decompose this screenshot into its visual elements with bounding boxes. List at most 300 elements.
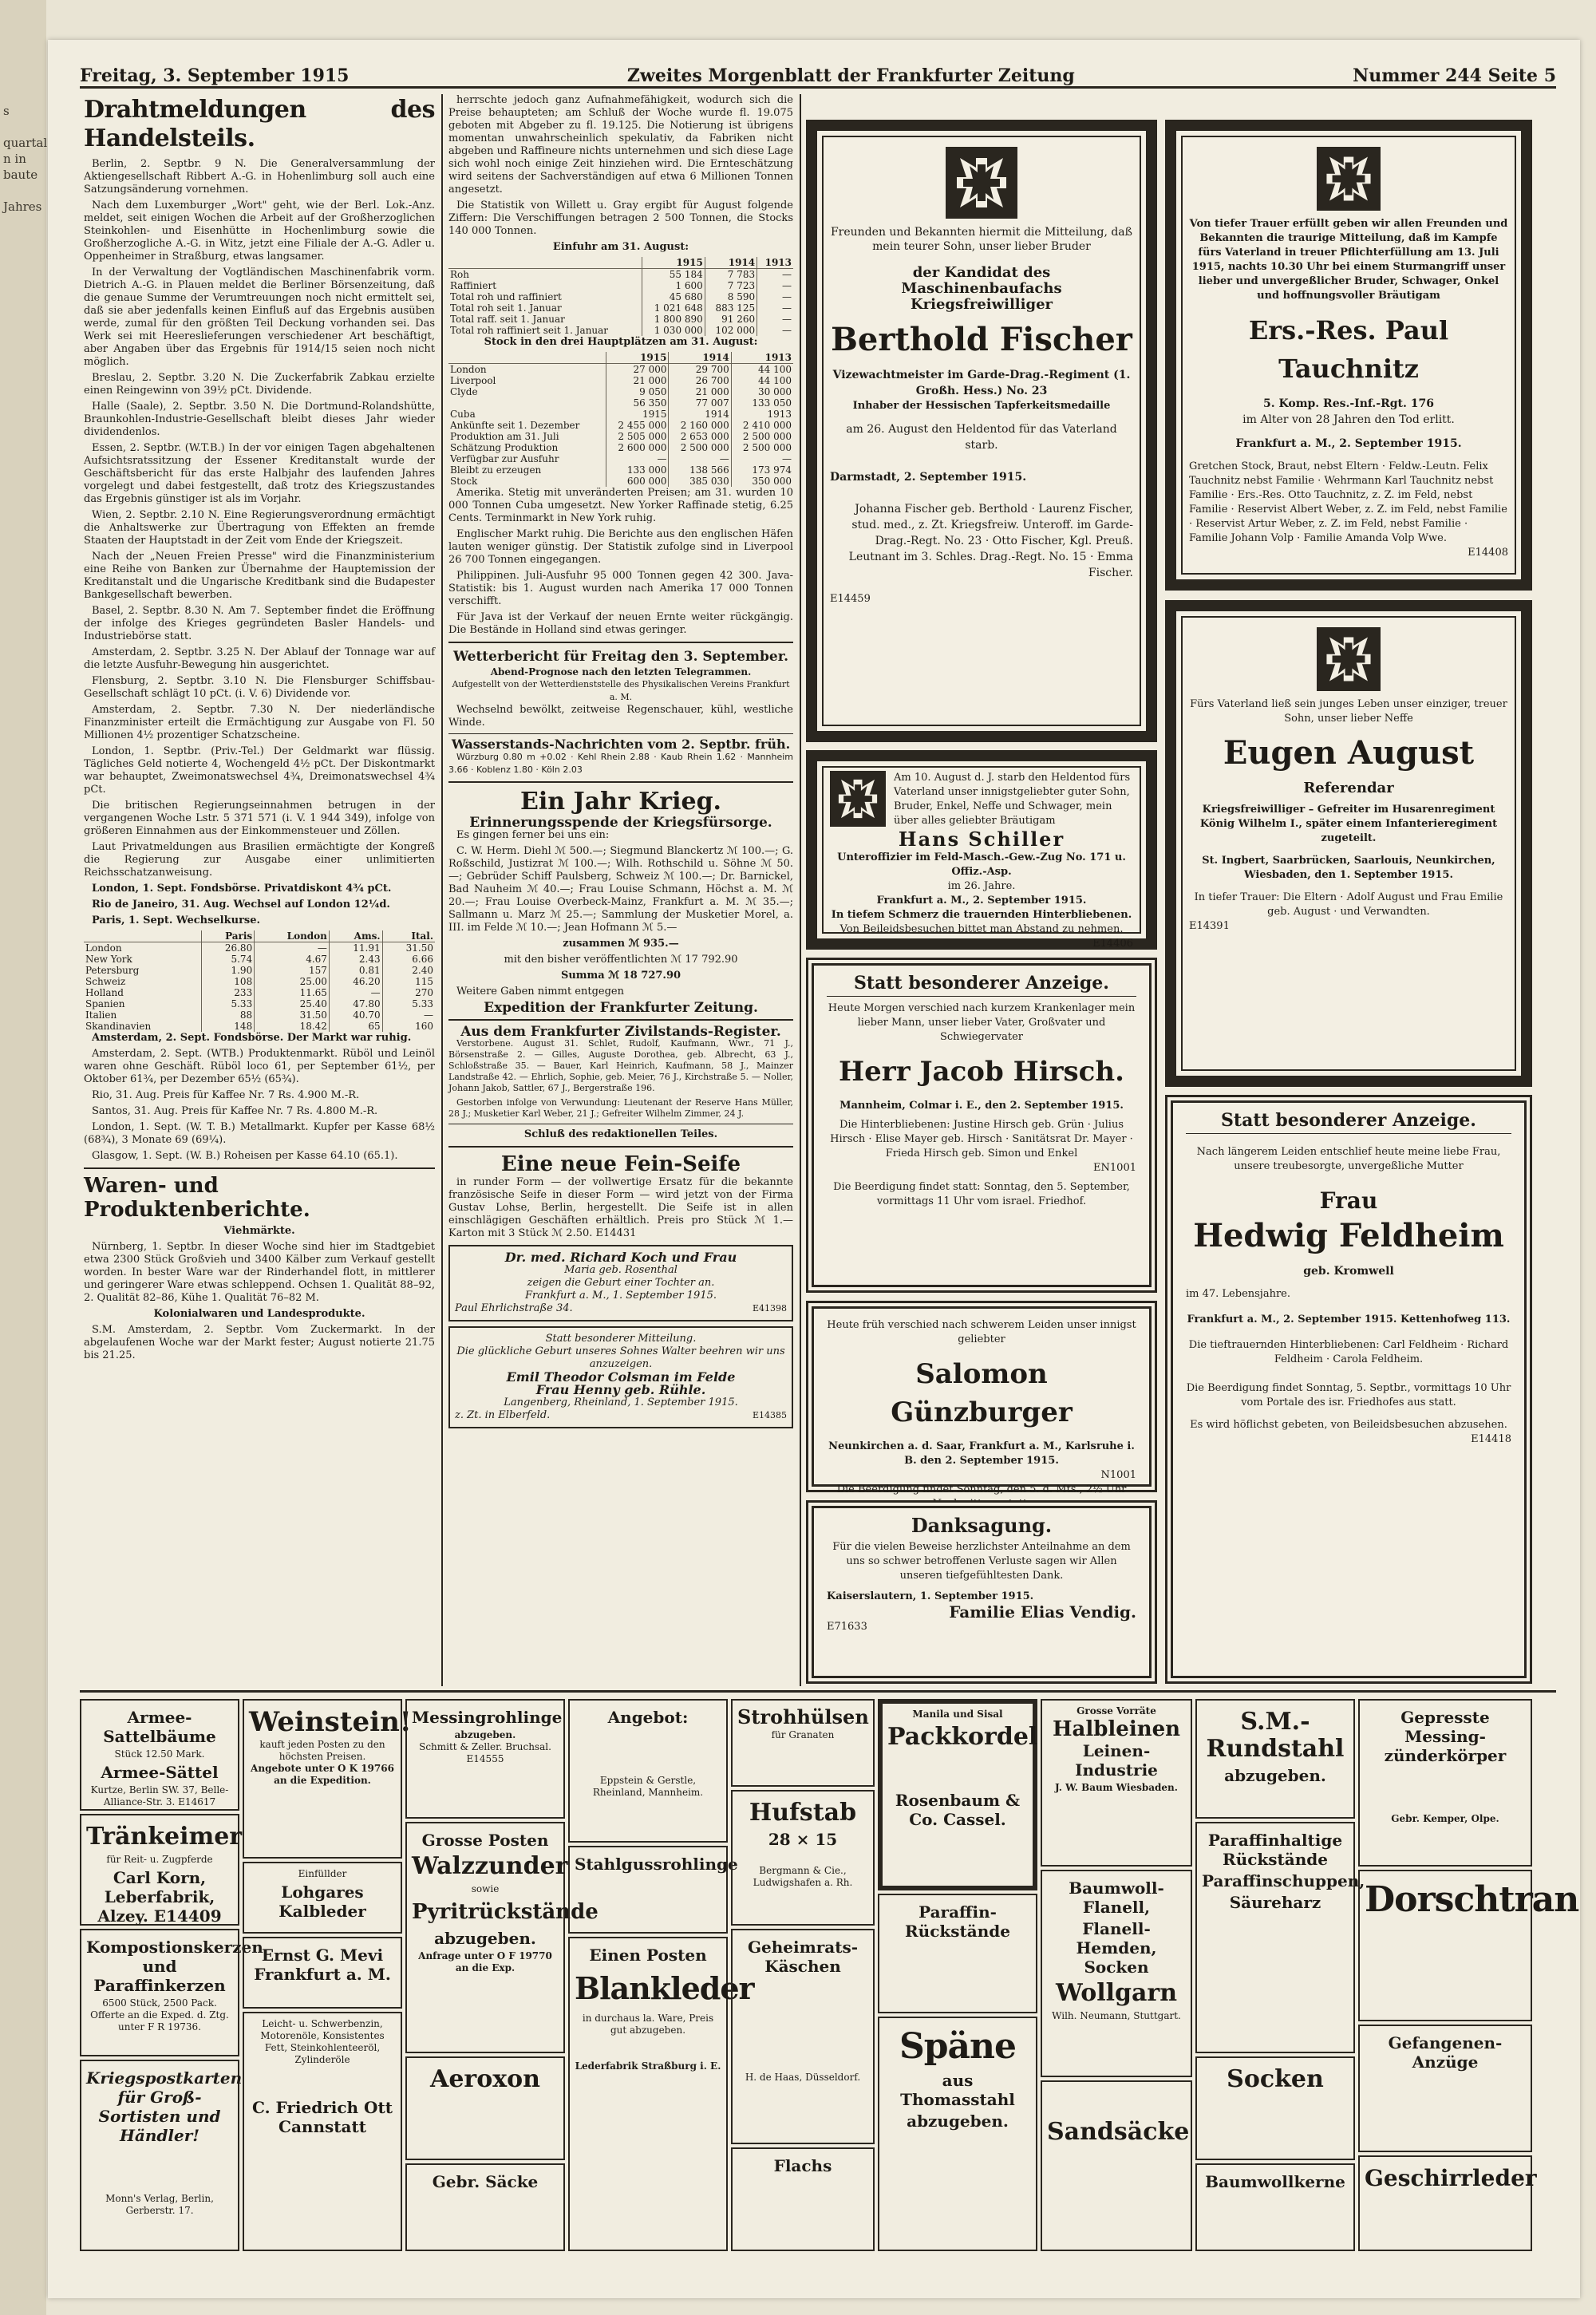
article-paragraph: Die britischen Regierungseinnahmen betrugen in der vergangenen Woche Lstr. 5 371 571 (i. V. 1 944 349), infolge von größeren Einnahmen aus der Einkommensteuer und Zöllen. — [84, 800, 435, 837]
table-cell: 1913 — [767, 409, 792, 420]
table-cell: 31.50 — [405, 942, 433, 954]
market-line: London, 1. Sept. Fondsbörse. Privatdiskont 4¾ pCt. — [92, 883, 392, 895]
ad-title: S.M.-Rundstahl — [1206, 1708, 1345, 1763]
table-cell: 233 — [201, 987, 255, 998]
table-row — [448, 280, 793, 291]
column-rule — [800, 94, 801, 1686]
table-cell: 1914 — [669, 352, 731, 364]
notice-intro: Heute Morgen verschied nach kurzem Krankenlager mein lieber Mann, unser lieber Vater, Großvater und Schwiegervater — [828, 1002, 1136, 1043]
colsman-line: Die glückliche Geburt unseres Sohnes Walter beehren wir uns anzuzeigen. — [456, 1345, 785, 1370]
ad-text: Eppstein & Gerstle, Rheinland, Mannheim. — [592, 1775, 704, 1798]
ad-messingrohlinge — [405, 1699, 565, 1819]
ad-text: kauft jeden Posten zu den höchsten Preisen. — [259, 1739, 385, 1762]
ad-text: Leicht- u. Schwerbenzin, Motorenöle, Konsistentes Fett, Steinkohlenteeröl, Zylinderöle — [260, 2018, 385, 2065]
table-cell: 2 500 000 — [742, 431, 792, 442]
table-cell: 2 410 000 — [742, 420, 792, 431]
ad-title: Lohgares Kalbleder — [279, 1882, 366, 1921]
table-cell: 1914 — [705, 257, 757, 269]
ad-text: sowie — [471, 1883, 500, 1894]
ad-flanell — [1041, 1870, 1192, 2077]
notice-signatures: Familie Elias Vendig. — [949, 1602, 1136, 1622]
table-cell: 1 021 648 — [642, 302, 705, 314]
sugar-stock-table — [448, 352, 793, 487]
notice-place: Mannheim, Colmar i. E., den 2. September 1915. — [839, 1100, 1124, 1112]
table-row — [84, 930, 435, 942]
column-rule — [441, 94, 443, 1686]
table-cell: 26.80 — [201, 942, 255, 954]
table-cell: 600 000 — [606, 476, 669, 487]
iron-cross-icon — [830, 771, 886, 827]
notice-place: Frankfurt a. M., 2. September 1915. — [876, 895, 1087, 907]
ad-text: Lederfabrik Straßburg i. E. — [575, 2060, 721, 2072]
ad-text: abzugeben. — [907, 2112, 1009, 2131]
ad-text: Schmitt & Zeller. Bruchsal. E14555 — [419, 1741, 551, 1764]
expedition-line: Expedition der Frankfurter Zeitung. — [484, 1000, 758, 1016]
ad-code: N1001 — [1100, 1469, 1136, 1481]
article-paragraph: Nach der „Neuen Freien Presse" wird die Finanzministerium eine Reihe von Banken zur Übernahme der Hauptemission der Kreditanstalt und die Ungarische Kreditbank sind die Budapester Bankgesellschaft bewerben. — [84, 551, 435, 601]
table-cell: 2 455 000 — [606, 420, 669, 431]
ad-text: J. W. Baum Wiesbaden. — [1055, 1782, 1178, 1793]
notice-unit: Unteroffizier im Feld-Masch.-Gew.-Zug No. 171 u. Offiz.-Asp. — [837, 851, 1126, 878]
ad-title: Blankleder — [575, 1970, 754, 2006]
article-paragraph: Flensburg, 2. Septbr. 3.10 N. Die Flensburger Schiffsbau-Gesellschaft schlägt 10 pCt. (i. V. 6) Dividende vor. — [84, 675, 435, 700]
ad-code: EN1001 — [1093, 1162, 1136, 1174]
notice-note: Es wird höflichst gebeten, von Beileidsbesuchen abzusehen. — [1190, 1419, 1507, 1431]
ad-walzzunder — [405, 1822, 598, 2053]
notice-note: Die Beerdigung findet Sonntag, den 5. d. Mts., 2½ Uhr — [836, 1483, 1127, 1495]
table-cell: 21 000 — [606, 375, 669, 386]
ad-title: Kriegspostkarten für Groß-Sortisten und Händler! — [86, 2068, 243, 2145]
table-cell: 55 184 — [642, 269, 705, 281]
ad-text: abzugeben. — [1224, 1766, 1326, 1785]
ad-title: Baumwollkerne — [1205, 2172, 1345, 2191]
table-cell: Roh — [448, 269, 642, 281]
notice-name: Herr Jacob Hirsch. — [839, 1056, 1124, 1088]
table-cell: 2 500 000 — [669, 442, 731, 453]
article-paragraph: Amsterdam, 2. Septbr. 7.30 N. Der niederländische Finanzminister erteilt die Ermächtigung zur Ausgabe von Fl. 50 Millionen 4½ prozentiger Schatzscheine. — [84, 704, 435, 741]
table-row — [448, 476, 793, 487]
article-paragraph: Breslau, 2. Septbr. 3.20 N. Die Zuckerfabrik Zabkau erzielte einen Reingewinn von 39½ pCt. Dividende. — [84, 372, 435, 397]
ad-title: Pyritrückstände — [412, 1900, 598, 1924]
article-paragraph: Amsterdam, 2. Sept. (WTB.) Produktenmarkt. Rüböl und Leinöl waren ohne Geschäft. Rüböl loco 61, per September 61½, per Oktober 61¾, per Dezember 65½ (65¾). — [84, 1048, 435, 1085]
ad-rundstahl — [1195, 1699, 1355, 1819]
subheading: Viehmärkte. — [223, 1225, 295, 1237]
ad-kaeschen — [731, 1929, 875, 2144]
table-cell: 30 000 — [758, 386, 792, 397]
thanks-notice-vendig — [806, 1500, 1157, 1684]
ad-spaene — [878, 2017, 1037, 2251]
notice-born: geb. Kromwell — [1303, 1265, 1394, 1278]
masthead — [80, 57, 1556, 89]
ad-text: abzugeben. — [434, 1929, 536, 1948]
table-cell: 270 — [415, 987, 433, 998]
ad-code: E14391 — [1189, 920, 1230, 932]
notice-rank: Vizewachtmeister im Garde-Drag.-Regiment (1. Großh. Hess.) No. 23 — [832, 369, 1131, 397]
koch-line: Maria geb. Rosenthal — [564, 1264, 678, 1276]
ad-title: Stahlgussrohlinge — [575, 1855, 738, 1874]
death-notice-fischer — [806, 120, 1157, 742]
table-cell: Ital. — [382, 930, 435, 942]
section-heading: Waren- und Produktenberichte. — [84, 1174, 310, 1222]
notice-name: Hedwig Feldheim — [1193, 1217, 1504, 1254]
market-line: Amsterdam, 2. Sept. Fondsbörse. Der Markt war ruhig. — [92, 1032, 412, 1044]
birth-notice-koch — [448, 1245, 793, 1321]
ad-flachs — [731, 2147, 875, 2251]
table-cell: 173 974 — [752, 464, 792, 476]
table-cell: Ankünfte seit 1. Dezember — [448, 420, 606, 431]
ad-text: 28 × 15 — [768, 1830, 838, 1849]
ad-text: Rosenbaum & Co. Cassel. — [895, 1791, 1021, 1829]
table-cell: 40.70 — [329, 1009, 382, 1021]
weather-source: Aufgestellt von der Wetterdienststelle des Physikalischen Vereins Frankfurt a. M. — [452, 679, 790, 702]
table-cell: 44 100 — [758, 375, 792, 386]
koch-line: Dr. med. Richard Koch und Frau — [504, 1250, 737, 1265]
ad-title: Walzzunder — [412, 1852, 568, 1880]
ad-text: in durchaus la. Ware, Preis gut abzugeben. — [582, 2013, 714, 2036]
koch-line: Paul Ehrlichstraße 34. — [455, 1302, 573, 1314]
article-paragraph: In der Verwaltung der Vogtländischen Maschinenfabrik vorm. Dietrich A.-G. in Plauen meldet die Berliner Börsenzeitung, daß die genaue Summe der Verumtreuungen noch nicht ermittelt sei, daß sie aber jedenfalls keinen Einfluß auf das Ergebnis ausüben werde, zumal für den größten Teil Deckung vorhanden sei. Das Werk sei mit Heereslieferungen verschiedener Art beschäftigt, aber Angaben über das Ergebnis für 1914/15 seien noch nicht möglich. — [84, 267, 435, 368]
ad-text: Wilh. Neumann, Stuttgart. — [1052, 2010, 1181, 2021]
table-row — [448, 442, 793, 453]
table-cell: 350 000 — [752, 476, 792, 487]
table-cell: Total roh seit 1. Januar — [448, 302, 642, 314]
ad-text: abzugeben. — [454, 1729, 516, 1740]
table-cell: Spanien — [84, 998, 201, 1009]
ad-title: Paraffin-Rückstände — [905, 1902, 1010, 1941]
table-cell: 108 — [201, 976, 255, 987]
table-cell: — — [782, 325, 792, 336]
table-cell: 11.91 — [329, 942, 382, 954]
registry-text: Verstorbene. August 31. Schlet, Rudolf, Kaufmann, Wwr., 71 J., Börsenstraße 2. — Gilles, Auguste Dorothea, geb. Albrecht, 63 J., Schloßstraße 35. — Bauer, Karl Heinrich, Kaufmann, 58 J., Mainzer Landstraße 42. — Ehrlich, Sophie, geb. Meier, 76 J., Kirchstraße 5. — Noller, Johann Jakob, Sattler, 67 J., Bergerstraße 196. — [448, 1038, 793, 1093]
table-cell: 102 000 — [705, 325, 757, 336]
table-row — [448, 325, 793, 336]
death-notice-feldheim — [1165, 1095, 1532, 1684]
registry-text: Gestorben infolge von Verwundung: Lieutenant der Reserve Hans Müller, 28 J.; Musketier Karl Weber, 21 J.; Gefreiter Wilhelm Zimmer, 24 J. — [448, 1097, 793, 1119]
ad-baumwollkerne — [1195, 2163, 1355, 2251]
table-cell: 4.67 — [255, 954, 330, 965]
ad-title: Gebr. Säcke — [432, 2172, 539, 2191]
notice-age: im Alter von 28 Jahren den Tod erlitt. — [1242, 413, 1455, 426]
table-cell: Paris — [201, 930, 255, 942]
article-paragraph: Basel, 2. Septbr. 8.30 N. Am 7. September findet die Eröffnung der infolge des Krieges gegründeten Basler Handels- und Industriebörse statt. — [84, 605, 435, 642]
table-cell: 25.40 — [255, 998, 330, 1009]
notice-place: Neunkirchen a. d. Saar, Frankfurt a. M., Karlsruhe i. B. den 2. September 1915. — [828, 1440, 1135, 1467]
table-cell: 148 — [201, 1021, 255, 1032]
table-cell: Total raff. seit 1. Januar — [448, 314, 642, 325]
divider — [448, 1146, 793, 1148]
table-row — [448, 302, 793, 314]
table-row — [448, 420, 793, 431]
ad-text: Manila und Sisal — [912, 1709, 1003, 1720]
notice-signatures: In tiefer Trauer: Die Eltern · Adolf August und Frau Emilie geb. August · und Verwandten. — [1194, 891, 1503, 918]
ad-code: E71633 — [827, 1621, 867, 1633]
table-row — [448, 269, 793, 281]
table-cell: 0.81 — [329, 965, 382, 976]
ad-code: E41398 — [752, 1303, 787, 1314]
table-row — [448, 364, 793, 376]
ad-text: für Reit- u. Zugpferde — [106, 1854, 213, 1865]
divider — [448, 1019, 793, 1021]
table-cell: — — [669, 453, 731, 464]
notice-intro: Freunden und Bekannten hiermit die Mitteilung, daß mein teurer Sohn, unser lieber Bruder — [830, 226, 1133, 253]
notice-age: im 47. Lebensjahre. — [1186, 1288, 1291, 1300]
ad-kerzen — [80, 1929, 263, 2056]
notice-name: Ers.-Res. Paul Tauchnitz — [1248, 315, 1449, 384]
table-cell: 385 030 — [669, 476, 731, 487]
table-cell: 27 000 — [606, 364, 669, 376]
notice-head: Danksagung. — [911, 1514, 1053, 1537]
ad-title: Weinstein! — [249, 1706, 412, 1738]
ad-text: Paraffinschuppen, — [1202, 1871, 1365, 1890]
notice-note: Von Beileidsbesuchen bittet man Abstand zu nehmen. — [839, 923, 1124, 935]
table-cell: Clyde — [448, 386, 606, 397]
notice-place: Frankfurt a. M., 2. September 1915. — [1235, 437, 1462, 450]
table-row — [448, 431, 793, 442]
edge-fragment: Jahres — [3, 200, 42, 214]
ad-geschirrleder — [1358, 2155, 1537, 2251]
notice-unit: Kriegsfreiwilliger – Gefreiter im Husarenregiment König Wilhelm I., später einem Infanterieregiment zugeteilt. — [1199, 804, 1498, 844]
notice-unit: 5. Komp. Res.-Inf.-Rgt. 176 — [1263, 397, 1434, 410]
table-cell: — — [782, 314, 792, 325]
exchange-table — [84, 930, 435, 1032]
ad-title: Strohhülsen — [737, 1705, 869, 1728]
table-cell: 18.42 — [255, 1021, 330, 1032]
ad-paraffin — [878, 1894, 1037, 2013]
ad-halbleinen — [1041, 1699, 1192, 1867]
koch-line: Frankfurt a. M., 1. September 1915. — [525, 1290, 717, 1302]
ad-text: aus Thomasstahl — [900, 2071, 1015, 2109]
table-cell: 77 007 — [669, 397, 731, 409]
ad-title: Socken — [1227, 2065, 1324, 2093]
ad-blankleder — [568, 1937, 754, 2251]
table-cell: 5.33 — [412, 998, 433, 1009]
notice-age: im 26. Jahre. — [947, 880, 1016, 892]
ad-kriegspostkarten — [80, 2060, 243, 2251]
koch-footer — [455, 1302, 787, 1315]
ad-text: Kurtze, Berlin SW. 37, Belle-Alliance-Str. 3. E14617 — [90, 1784, 229, 1807]
ad-title: Gefangenen-Anzüge — [1388, 2033, 1503, 2072]
table-cell: 88 — [201, 1009, 255, 1021]
market-line: Rio de Janeiro, 31. Aug. Wechsel auf London 12¼d. — [92, 899, 390, 911]
table-cell: Produktion am 31. Juli — [448, 431, 606, 442]
table-cell: 44 100 — [758, 364, 792, 375]
colsman-line: Langenberg, Rheinland, 1. September 1915. — [504, 1397, 738, 1408]
ad-oele — [243, 2012, 402, 2251]
ad-title: Angebot: — [607, 1708, 689, 1727]
ad-text: Angebote unter O K 19766 an die Expedition. — [251, 1763, 394, 1786]
table-cell: 883 125 — [705, 302, 757, 314]
table-cell: Holland — [84, 987, 201, 998]
column-commerce-telegrams — [84, 94, 435, 1682]
article-paragraph: Glasgow, 1. Sept. (W. B.) Roheisen per Kasse 64.10 (65.1). — [92, 1150, 398, 1162]
colsman-line: z. Zt. in Elberfeld. — [455, 1409, 551, 1421]
iron-cross-icon — [946, 147, 1017, 219]
table-cell: 5.33 — [201, 998, 255, 1009]
table-cell: London — [255, 930, 330, 942]
market-line: Paris, 1. Sept. Wechselkurse. — [92, 915, 261, 926]
edge-fragment: s — [3, 104, 10, 118]
death-notice-gunzburger — [806, 1301, 1157, 1495]
ad-text: Einen Posten — [589, 1946, 707, 1965]
weather-subheading: Abend-Prognose nach den letzten Telegrammen. — [490, 666, 752, 678]
masthead-number: Nummer 244 Seite 5 — [1353, 65, 1556, 86]
ad-armee-sattelbaeume — [80, 1699, 239, 1811]
ad-title: Armee-Sattelbäume — [103, 1708, 216, 1746]
article-paragraph: Amsterdam, 2. Septbr. 3.25 N. Der Ablauf der Tonnage war auf die letzte Ausfuhr-Bewegung hin ausgerichtet. — [84, 646, 435, 671]
table-cell: 1915 — [606, 409, 669, 420]
ad-text: für Granaten — [771, 1729, 835, 1740]
ad-strohhuelsen — [731, 1699, 875, 1787]
ad-text: Stück 12.50 Mark. — [114, 1748, 205, 1760]
table-cell: 26 700 — [669, 375, 731, 386]
table-cell: Schweiz — [84, 976, 201, 987]
water-heading: Wasserstands-Nachrichten vom 2. Septbr. früh. — [451, 737, 791, 752]
notice-signatures: In tiefem Schmerz die trauernden Hinterbliebenen. — [831, 909, 1132, 921]
table-cell: 138 566 — [669, 464, 731, 476]
table-cell: 21 000 — [669, 386, 731, 397]
table-cell: 1913 — [757, 257, 793, 269]
ad-text: Bergmann & Cie., Ludwigshafen a. Rh. — [753, 1865, 853, 1888]
table-cell: 2 505 000 — [606, 431, 669, 442]
donation-total-line: mit den bisher veröffentlichten ℳ 17 792.90 — [504, 954, 738, 966]
article-paragraph: Nach dem Luxemburger „Wort" geht, wie der Berl. Lok.-Anz. meldet, seit einigen Wochen die Arbeit auf der Großherzoglichen Steinkohlen- und Eisenhütte in Hochenlimburg sowie die Großherzogliche A.-G. in Witz, jetzt eine Filiale der A.-G. Adler u. Oppenheimer in Straßburg, etwas langsamer. — [84, 200, 435, 263]
article-paragraph: Weitere Gaben nimmt entgegen — [456, 986, 624, 998]
article-paragraph: Nürnberg, 1. Septbr. In dieser Woche sind hier im Stadtgebiet etwa 2300 Stück Großvieh und 3400 Kälber zum Verkauf gestellt worden. In bester Ware war der Rinderhandel flott, in mittlerer und geringerer Ware etwas schleppend. Ochsen 1. Qualität 88–92, 2. Qualität 82–86, Kühe 1. Qualität 76–82 M. — [84, 1241, 435, 1304]
article-paragraph: Berlin, 2. Septbr. 9 N. Die Generalversammlung der Aktiengesellschaft Ribbert A.-G. in Hohenlimburg soll auch eine Satzungsänderung vornehmen. — [84, 158, 435, 196]
ad-title: Dorschtran — [1365, 1879, 1579, 1920]
classified-ads — [80, 1690, 1579, 2267]
table-cell: 7 723 — [705, 280, 757, 291]
table-cell: 1 800 890 — [642, 314, 705, 325]
ad-traenkeimer — [80, 1814, 243, 1926]
edge-fragment: n in — [3, 152, 26, 166]
table-cell: 2.43 — [329, 954, 382, 965]
colsman-footer — [455, 1409, 787, 1422]
table-cell: 2 600 000 — [606, 442, 669, 453]
notice-place: St. Ingbert, Saarbrücken, Saarlouis, Neunkirchen, Wiesbaden, den 1. September 1915. — [1202, 855, 1495, 881]
donation-sum: zusammen ℳ 935.— — [563, 938, 679, 950]
table-cell: Italien — [84, 1009, 201, 1021]
table-row — [84, 1009, 435, 1021]
weather-text: Wechselnd bewölkt, zeitweise Regenschauer, kühl, westliche Winde. — [448, 704, 793, 729]
ad-hufstab — [731, 1790, 875, 1926]
table-cell: 45 680 — [642, 291, 705, 302]
ad-saecke — [405, 2163, 565, 2251]
table-cell: 46.20 — [329, 976, 382, 987]
table-cell: — — [329, 987, 382, 998]
notice-intro: Von tiefer Trauer erfüllt geben wir allen Freunden und Bekannten die traurige Mitteilung, daß im Kampfe fürs Vaterland in treuer Pflichterfüllung am 13. Juli 1915, nachts 10.30 Uhr bei einem Sturmangriff unser lieber und unvergeßlicher Bruder, Schwager, Onkel und hoffnungsvoller Bräutigam — [1189, 218, 1508, 302]
notice-frau: Frau — [1319, 1187, 1378, 1214]
table-cell: London — [448, 364, 606, 376]
table-cell: London — [84, 942, 201, 954]
colsman-line: Statt besonderer Mitteilung. — [545, 1333, 697, 1345]
table-cell: — — [782, 280, 792, 291]
notice-place: Frankfurt a. M., 2. September 1915. Kettenhofweg 113. — [1187, 1314, 1511, 1325]
ad-title: Aeroxon — [430, 2065, 540, 2093]
table-cell: Cuba — [448, 409, 606, 420]
death-notice-tauchnitz — [1165, 120, 1532, 591]
article-paragraph: herrschte jedoch ganz Aufnahmefähigkeit, wodurch sich die Preise behaupteten; am Schluß der Woche wurde fl. 19.075 geboten mit Abgeber zu fl. 19.125. Die Notierung ist übrigens momentan unwahrscheinlich spekulativ, da Fabriken nicht abgeben und Raffineure nichts unternehmen und sich diese Lage sich wohl noch einige Zeit hinziehen wird. Die Ernteschätzung wird seitens der Sachverständigen auf etwa 6 Millionen Tonnen angesetzt. — [448, 94, 793, 196]
ad-title: Messingrohlinge — [412, 1708, 563, 1727]
table-row — [84, 987, 435, 998]
table-cell: 56 350 — [606, 397, 669, 409]
article-paragraph: Wien, 2. Septbr. 2.10 N. Eine Regierungsverordnung ermächtigt die Anhaltswerke zur Übertragung von Effekten an fremde Staaten der Hauptstadt in der Zeit vom Ende der Kriegszeit. — [84, 509, 435, 547]
ad-text: Carl Korn, Leberfabrik, Alzey. E14409 — [97, 1868, 222, 1926]
article-paragraph: Englischer Markt ruhig. Die Berichte aus den englischen Häfen lauten weniger günstig. Der Statistik zufolge sind in Liverpool 26 700 Tonnen eingegangen. — [448, 528, 793, 566]
ad-code: E14459 — [830, 593, 871, 605]
table-cell — [84, 930, 201, 942]
ad-kalbleder — [243, 1862, 402, 1934]
ad-title: Wollgarn — [1055, 1979, 1178, 2007]
table-cell: Verfügbar zur Ausfuhr — [448, 453, 606, 464]
notice-medal: Inhaber der Hessischen Tapferkeitsmedaille — [852, 400, 1111, 412]
divider — [448, 733, 793, 734]
table-row — [448, 453, 793, 464]
table-row — [448, 386, 793, 397]
edge-fragment: baute — [3, 168, 38, 182]
table-cell: Total roh raffiniert seit 1. Januar — [448, 325, 642, 336]
ad-title: Gepresste Messing-zünderkörper — [1384, 1708, 1507, 1765]
ad-zuenderkoerper — [1358, 1699, 1532, 1867]
table-row — [448, 291, 793, 302]
death-notice-august — [1165, 600, 1532, 1087]
table-cell: 31.50 — [255, 1009, 330, 1021]
ad-title: Kompostionskerzen und Paraffinkerzen — [86, 1938, 263, 1995]
table-cell: — — [782, 453, 792, 464]
notice-note: Die Beerdigung findet statt: Sonntag, den 5. September, vormittags 11 Uhr vom israel. Friedhof. — [833, 1181, 1130, 1207]
death-notice-hirsch — [806, 958, 1157, 1293]
ad-text: Säureharz — [1229, 1893, 1321, 1912]
table-cell: 8 590 — [705, 291, 757, 302]
ad-text: Grosse Posten — [421, 1831, 549, 1850]
schiller-top — [830, 771, 1133, 828]
ad-text: 6500 Stück, 2500 Pack. Offerte an die Exped. d. Ztg. unter F R 19736. — [90, 1997, 229, 2033]
table-cell — [448, 397, 606, 409]
article-paragraph: Halle (Saale), 2. Septbr. 3.50 N. Die Dortmund-Rolandshütte, Braunkohlen-Industrie-Gesellschaft bleibt dieses Jahr wieder dividendenlos. — [84, 401, 435, 438]
colsman-line: Emil Theodor Colsman im Felde — [506, 1369, 736, 1385]
notice-intro: Am 10. August d. J. starb den Heldentod fürs Vaterland unser innigstgeliebter guter Sohn, Bruder, Enkel, Neffe und Schwager, mein über alles geliebter Bräutigam — [894, 772, 1131, 827]
table-row — [448, 257, 793, 269]
table-row — [448, 352, 793, 364]
notice-intro: Fürs Vaterland ließ sein junges Leben unser einziger, treuer Sohn, unser lieber Neffe — [1190, 698, 1507, 725]
death-notice-schiller — [806, 750, 1157, 950]
ad-text: H. de Haas, Düsseldorf. — [745, 2072, 861, 2083]
notice-role: der Kandidat des Maschinenbaufachs Kriegsfreiwilliger — [901, 264, 1062, 313]
ad-code: E14418 — [1471, 1433, 1511, 1445]
ad-rueckstaende — [1195, 1822, 1365, 2053]
soap-ad-heading: Eine neue Fein-Seife — [500, 1152, 741, 1176]
adjacent-page-edge — [0, 0, 46, 2315]
notice-intro: Nach längerem Leiden entschlief heute meine liebe Frau, unsere treubesorgte, unvergeßliche Mutter — [1196, 1146, 1501, 1172]
ad-title: Flanell-Hemden, Socken — [1076, 1919, 1157, 1977]
ad-text: Grosse Vorräte — [1077, 1705, 1156, 1716]
article-paragraph: Essen, 2. Septbr. (W.T.B.) In der vor einigen Tagen abgehaltenen Aufsichtsratssitzung der Essener Kreditanstalt wurde der Geschäftsbericht für das erste Halbjahr des laufenden Jahres vorgelegt und dabei festgestellt, daß trotz des Kriegszustandes das Ergebnis günstiger ist als im Vorjahr. — [84, 442, 435, 505]
table-cell: 160 — [415, 1021, 433, 1032]
notice-head: Statt besonderer Anzeige. — [1186, 1112, 1511, 1134]
table-row — [448, 409, 793, 420]
table-cell: 5.74 — [201, 954, 255, 965]
divider — [84, 1167, 435, 1169]
notice-intro: Heute früh verschied nach schwerem Leiden unser innigst geliebter — [827, 1319, 1136, 1345]
ad-gefangenen — [1358, 2025, 1532, 2152]
table-cell: 1915 — [642, 257, 705, 269]
ad-title: Geschirrleder — [1365, 2165, 1537, 2191]
ad-title: C. Friedrich Ott Cannstatt — [252, 2098, 393, 2136]
notice-place: Kaiserslautern, 1. September 1915. — [827, 1590, 1034, 1602]
ad-title: Baumwoll-Flanell, — [1069, 1878, 1164, 1917]
article-paragraph: S.M. Amsterdam, 2. Septbr. Vom Zuckermarkt. In der abgelaufenen Woche war der Markt fester; August notierte 21.75 bis 21.25. — [84, 1324, 435, 1361]
table-cell: 1914 — [669, 409, 731, 420]
